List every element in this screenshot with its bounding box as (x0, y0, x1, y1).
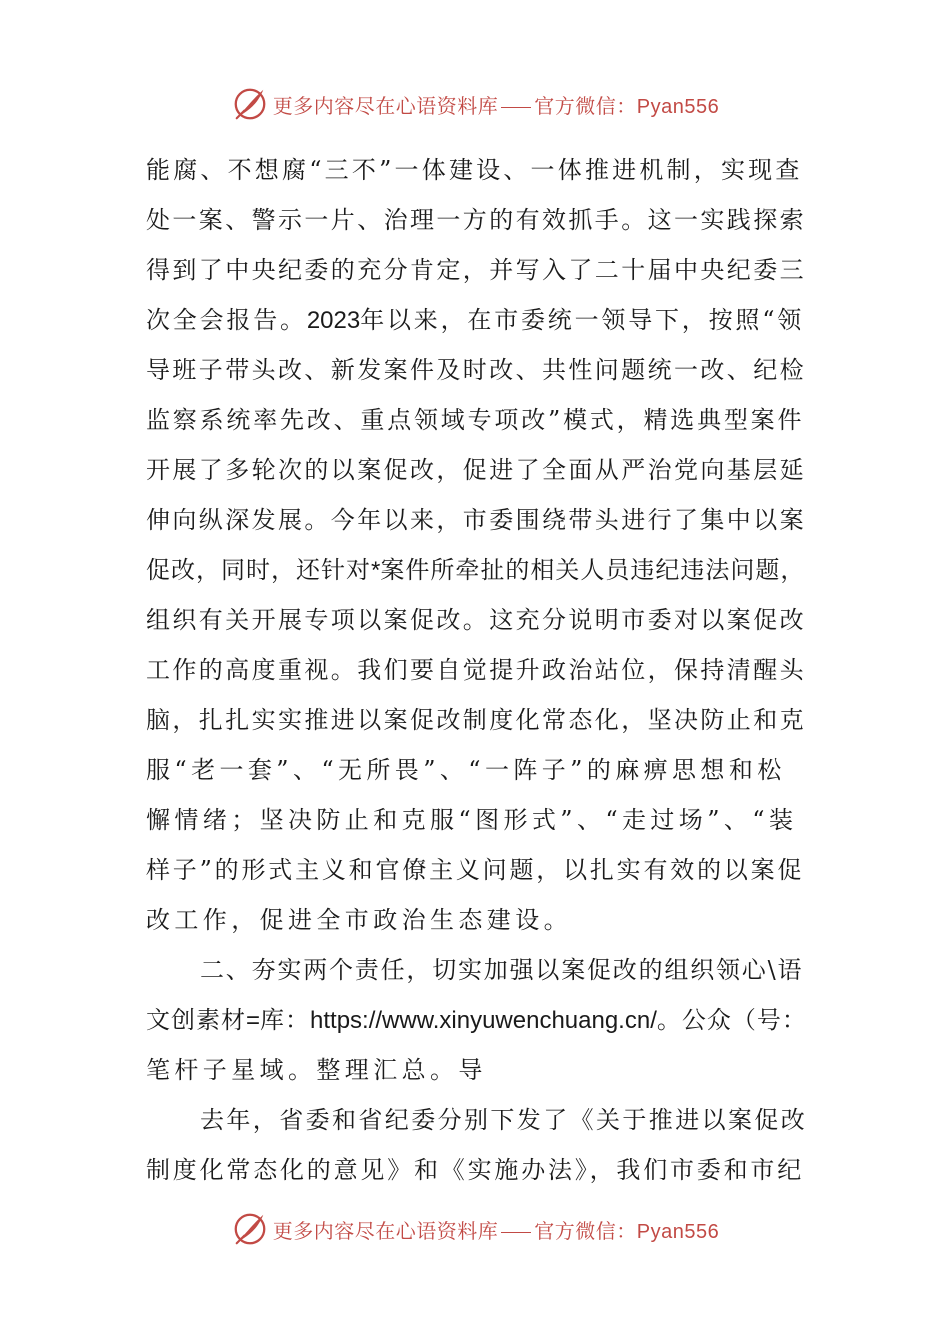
text-line: 脑，扎扎实实推进以案促改制度化常态化，坚决防止和克 (146, 706, 806, 734)
text-line: 样子”的形式主义和官僚主义问题，以扎实有效的以案促 (146, 856, 805, 884)
text-line: 能腐、不想腐“三不”一体建设、一体推进机制，实现查 (146, 156, 803, 184)
text-line: 促改，同时，还针对*案件所牵扯的相关人员违纪违法问题， (146, 556, 806, 584)
body-text (146, 145, 806, 1195)
text-line: 改工作，促进全市政治生态建设。 (146, 906, 572, 934)
quill-logo-icon (231, 85, 269, 123)
text-line: 制度化常态化的意见》和《实施办法》，我们市委和市纪 (146, 1156, 804, 1184)
text-line: 文创素材=库：https://www.xinyuwenchuang.cn/。公众（号： (146, 1006, 807, 1034)
banner-dash (501, 107, 531, 108)
banner-label: 官方微信： (534, 93, 637, 118)
header-banner (0, 82, 950, 126)
text-line: 懈情绪；坚决防止和克服“图形式”、“走过场”、“装 (146, 806, 798, 834)
banner-label: 官方微信： (534, 1218, 637, 1243)
banner-prefix: 更多内容尽在心语资料库 (272, 1218, 499, 1243)
banner-text (273, 1215, 719, 1244)
banner-dash (501, 1232, 531, 1233)
paragraph-start-line: 去年，省委和省纪委分别下发了《关于推进以案促改 (200, 1106, 808, 1134)
text-line: 监察系统率先改、重点领域专项改”模式，精选典型案件 (146, 406, 805, 434)
text-line: 次全会报告。2023年以来，在市委统一领导下，按照“领 (146, 306, 805, 334)
banner-handle: Pyan556 (636, 1220, 720, 1243)
text-line: 导班子带头改、新发案件及时改、共性问题统一改、纪检 (146, 356, 806, 384)
text-line: 处一案、警示一片、治理一方的有效抓手。这一实践探索 (146, 206, 806, 234)
text-line: 服“老一套”、“无所畏”、“一阵子”的麻痹思想和松 (146, 756, 786, 784)
text-line: 得到了中央纪委的充分肯定，并写入了二十届中央纪委三 (146, 256, 806, 284)
section-heading: 二、夯实两个责任，切实加强以案促改的组织领心\语 (200, 956, 804, 984)
text-line: 工作的高度重视。我们要自觉提升政治站位，保持清醒头 (146, 656, 806, 684)
text-line: 笔杆子星域。整理汇总。导 (146, 1056, 487, 1084)
text-line: 开展了多轮次的以案促改，促进了全面从严治党向基层延 (146, 456, 806, 484)
banner-prefix: 更多内容尽在心语资料库 (272, 93, 499, 118)
banner-text (273, 90, 719, 119)
footer-banner (0, 1207, 950, 1251)
text-line: 组织有关开展专项以案促改。这充分说明市委对以案促改 (146, 606, 806, 634)
text-line: 伸向纵深发展。今年以来，市委围绕带头进行了集中以案 (146, 506, 806, 534)
banner-handle: Pyan556 (636, 95, 720, 118)
quill-logo-icon (231, 1210, 269, 1248)
